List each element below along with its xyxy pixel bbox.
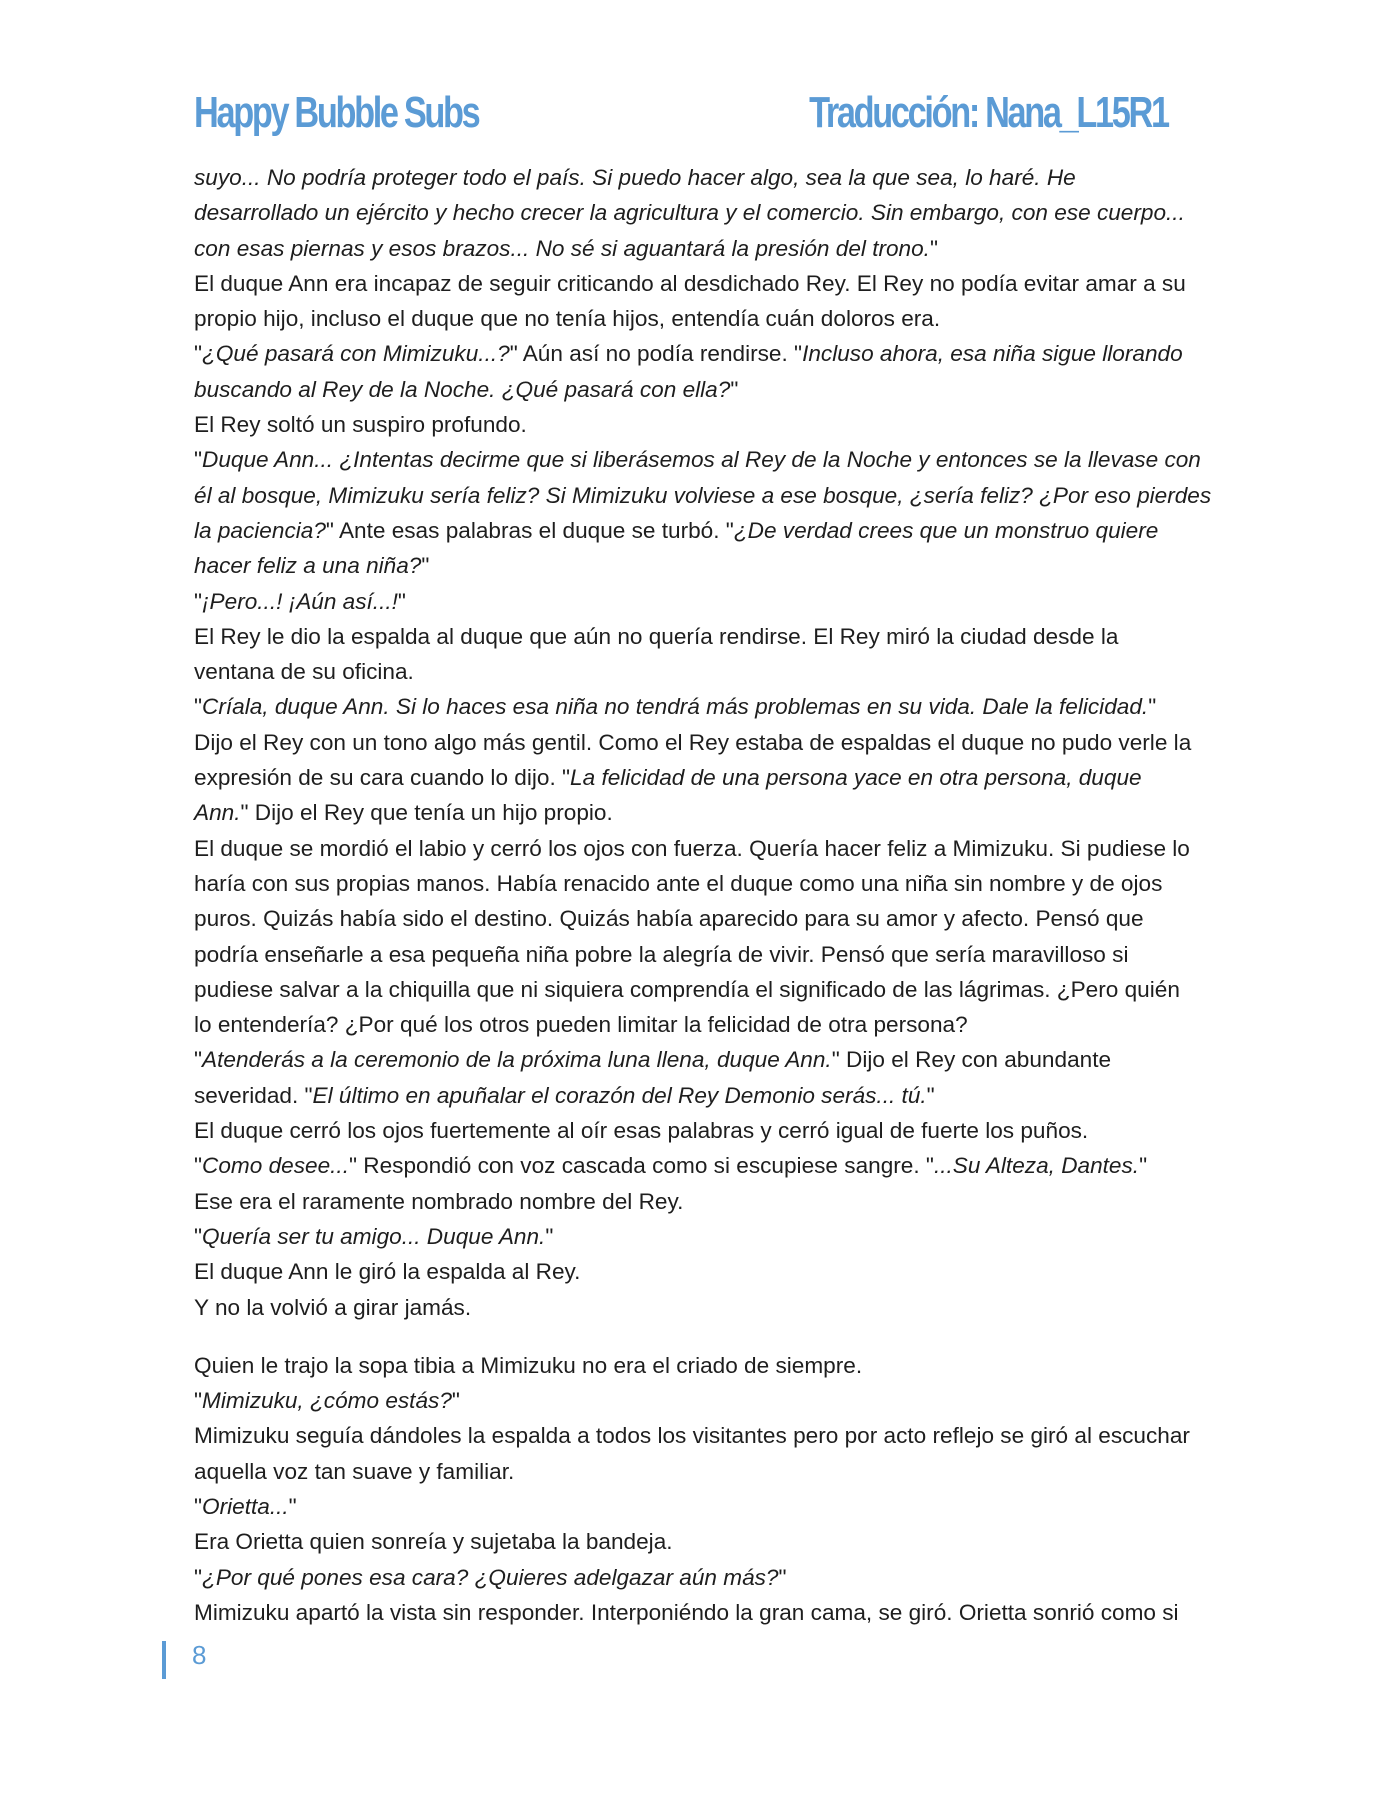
text-segment: " xyxy=(1139,1153,1148,1179)
text-line xyxy=(194,1418,1206,1453)
text-segment: Quien le trajo la sopa tibia a Mimizuku no era el criado de siempre. xyxy=(194,1352,863,1378)
italic-text-segment: El último en apuñalar el corazón del Rey Demonio serás... tú. xyxy=(312,1082,927,1108)
text-line xyxy=(194,548,1206,583)
text-segment: " Dijo el Rey con abundante xyxy=(831,1047,1112,1073)
text-segment: " xyxy=(194,447,203,473)
text-segment: pudiese salvar a la chiquilla que ni siquiera comprendía el significado de las lágrimas. ¿Pero quién xyxy=(194,976,1180,1002)
text-line xyxy=(194,231,1206,266)
text-segment: " xyxy=(194,1047,203,1073)
text-segment: " xyxy=(194,1564,203,1590)
text-line xyxy=(194,1524,1206,1559)
text-segment: " xyxy=(929,235,938,261)
text-segment: " xyxy=(545,1223,554,1249)
text-line xyxy=(194,725,1206,760)
italic-text-segment: la paciencia? xyxy=(194,517,326,543)
text-line xyxy=(194,1219,1206,1254)
text-segment: " Ante esas palabras el duque se turbó. " xyxy=(325,517,734,543)
page-number: 8 xyxy=(192,1640,207,1670)
text-line xyxy=(194,372,1206,407)
text-line xyxy=(194,478,1212,513)
italic-text-segment: buscando al Rey de la Noche. ¿Qué pasará con ella? xyxy=(194,376,731,402)
text-segment: El Rey le dio la espalda al duque que aún no quería rendirse. El Rey miró la ciudad desde la xyxy=(194,623,1119,649)
text-line xyxy=(194,1078,1206,1113)
text-segment: " xyxy=(194,588,203,614)
text-segment: aquella voz tan suave y familiar. xyxy=(194,1458,515,1484)
text-line xyxy=(194,901,1206,936)
text-line xyxy=(194,937,1206,972)
text-line xyxy=(194,1348,1206,1383)
text-segment: puros. Quizás había sido el destino. Quizás había aparecido para su amor y afecto. Pensó que xyxy=(194,906,1144,932)
italic-text-segment: Atenderás a la ceremonio de la próxima luna llena, duque Ann. xyxy=(202,1047,832,1073)
italic-text-segment: Duque Ann... ¿Intentas decirme que si liberásemos al Rey de la Noche y entonces se la llevase con xyxy=(202,447,1201,473)
text-line xyxy=(194,1454,1206,1489)
text-segment: " xyxy=(421,553,430,579)
text-line xyxy=(194,1489,1206,1524)
text-line xyxy=(194,1184,1206,1219)
text-line xyxy=(194,195,1206,230)
italic-text-segment: Ann. xyxy=(194,800,241,826)
italic-text-segment: Críala, duque Ann. Si lo haces esa niña no tendrá más problemas en su vida. Dale la felicidad. xyxy=(202,694,1149,720)
italic-text-segment: ¡Pero...! ¡Aún así...! xyxy=(202,588,398,614)
text-segment: " Aún así no podía rendirse. " xyxy=(509,341,803,367)
footer-accent-bar xyxy=(162,1641,166,1679)
text-line xyxy=(194,1113,1206,1148)
text-segment: " xyxy=(194,694,203,720)
italic-text-segment: con esas piernas y esos brazos... No sé si aguantará la presión del trono. xyxy=(194,235,930,261)
text-line xyxy=(194,1595,1206,1630)
text-line xyxy=(194,336,1206,371)
text-segment: " xyxy=(194,1153,203,1179)
italic-text-segment: ¿Qué pasará con Mimizuku...? xyxy=(202,341,510,367)
text-segment: Y no la volvió a girar jamás. xyxy=(194,1294,472,1320)
italic-text-segment: hacer feliz a una niña? xyxy=(194,553,422,579)
body-text xyxy=(194,160,1212,1630)
header-left-title: Happy Bubble Subs xyxy=(194,88,479,137)
text-segment: " xyxy=(288,1493,297,1519)
text-segment: " xyxy=(194,1388,203,1414)
text-segment: El duque Ann le giró la espalda al Rey. xyxy=(194,1259,581,1285)
italic-text-segment: La felicidad de una persona yace en otra persona, duque xyxy=(570,765,1142,791)
text-segment: " xyxy=(194,341,203,367)
italic-text-segment: suyo... No podría proteger todo el país. Si puedo hacer algo, sea la que sea, lo haré. He xyxy=(194,165,1076,190)
text-segment: Ese era el raramente nombrado nombre del Rey. xyxy=(194,1188,684,1214)
italic-text-segment: Quería ser tu amigo... Duque Ann. xyxy=(202,1223,546,1249)
text-line xyxy=(194,831,1206,866)
text-line xyxy=(194,266,1206,301)
page-header xyxy=(194,82,1168,138)
text-segment: propio hijo, incluso el duque que no tenía hijos, entendía cuán doloros era. xyxy=(194,306,941,332)
text-segment: El duque se mordió el labio y cerró los ojos con fuerza. Quería hacer feliz a Mimizuku. Si pudiese lo xyxy=(194,835,1190,861)
text-segment: El duque Ann era incapaz de seguir criticando al desdichado Rey. El Rey no podía evitar amar a su xyxy=(194,270,1186,296)
text-line xyxy=(194,619,1206,654)
text-segment: " xyxy=(194,1223,203,1249)
text-line xyxy=(194,654,1206,689)
text-segment: " xyxy=(926,1082,935,1108)
text-line xyxy=(194,1007,1206,1042)
text-line xyxy=(194,1560,1206,1595)
text-segment: Era Orietta quien sonreía y sujetaba la bandeja. xyxy=(194,1529,673,1555)
text-segment: Mimizuku apartó la vista sin responder. Interponiéndo la gran cama, se giró. Orietta sonrió como si xyxy=(194,1599,1179,1625)
text-segment: Dijo el Rey con un tono algo más gentil. Como el Rey estaba de espaldas el duque no pudo verle la xyxy=(194,729,1192,755)
text-line xyxy=(194,1254,1206,1289)
text-segment: haría con sus propias manos. Había renacido ante el duque como una niña sin nombre y de ojos xyxy=(194,870,1163,896)
italic-text-segment: Como desee... xyxy=(202,1153,349,1179)
italic-text-segment: desarrollado un ejército y hecho crecer la agricultura y el comercio. Sin embargo, con ese cuerpo... xyxy=(194,200,1185,226)
text-line xyxy=(194,972,1206,1007)
text-segment: ventana de su oficina. xyxy=(194,659,414,685)
text-line xyxy=(194,301,1206,336)
text-line xyxy=(194,1383,1206,1418)
text-line xyxy=(194,584,1206,619)
text-segment: " xyxy=(1148,694,1157,720)
text-segment: " xyxy=(397,588,406,614)
text-segment: " xyxy=(451,1388,460,1414)
text-line xyxy=(194,1148,1206,1183)
text-line xyxy=(194,866,1206,901)
text-segment: " xyxy=(778,1564,787,1590)
text-segment: El duque cerró los ojos fuertemente al oír esas palabras y cerró igual de fuerte los puños. xyxy=(194,1118,1089,1144)
text-segment: " xyxy=(194,1493,203,1519)
italic-text-segment: ¿Por qué pones esa cara? ¿Quieres adelgazar aún más? xyxy=(202,1564,779,1590)
text-segment: podría enseñarle a esa pequeña niña pobre la alegría de vivir. Pensó que sería maravilloso si xyxy=(194,941,1129,967)
text-segment: severidad. " xyxy=(194,1082,313,1108)
text-segment: " xyxy=(730,376,739,402)
text-line xyxy=(194,795,1206,830)
text-segment: expresión de su cara cuando lo dijo. " xyxy=(194,765,571,791)
text-line xyxy=(194,513,1206,548)
text-line xyxy=(194,407,1206,442)
italic-text-segment: Orietta... xyxy=(202,1493,289,1519)
italic-text-segment: él al bosque, Mimizuku sería feliz? Si Mimizuku volviese a ese bosque, ¿sería feliz? ¿Por eso pierdes xyxy=(194,482,1212,508)
text-segment: El Rey soltó un suspiro profundo. xyxy=(194,412,527,438)
italic-text-segment: Incluso ahora, esa niña sigue llorando xyxy=(802,341,1183,367)
italic-text-segment: ¿De verdad crees que un monstruo quiere xyxy=(733,517,1159,543)
text-line xyxy=(194,760,1206,795)
text-line xyxy=(194,1290,1206,1325)
text-segment: " Respondió con voz cascada como si escupiese sangre. " xyxy=(348,1153,934,1179)
text-segment: " Dijo el Rey que tenía un hijo propio. xyxy=(240,800,613,826)
text-segment: lo entendería? ¿Por qué los otros pueden limitar la felicidad de otra persona? xyxy=(194,1012,968,1038)
italic-text-segment: Mimizuku, ¿cómo estás? xyxy=(202,1388,452,1414)
text-segment: Mimizuku seguía dándoles la espalda a todos los visitantes pero por acto reflejo se giró al escuchar xyxy=(194,1423,1190,1449)
text-line xyxy=(194,1042,1206,1077)
header-right-credit: Traducción: Nana_L15R1 xyxy=(809,88,1168,137)
italic-text-segment: ...Su Alteza, Dantes. xyxy=(933,1153,1140,1179)
text-line xyxy=(194,689,1206,724)
text-line xyxy=(194,442,1206,477)
text-line xyxy=(194,160,1206,195)
